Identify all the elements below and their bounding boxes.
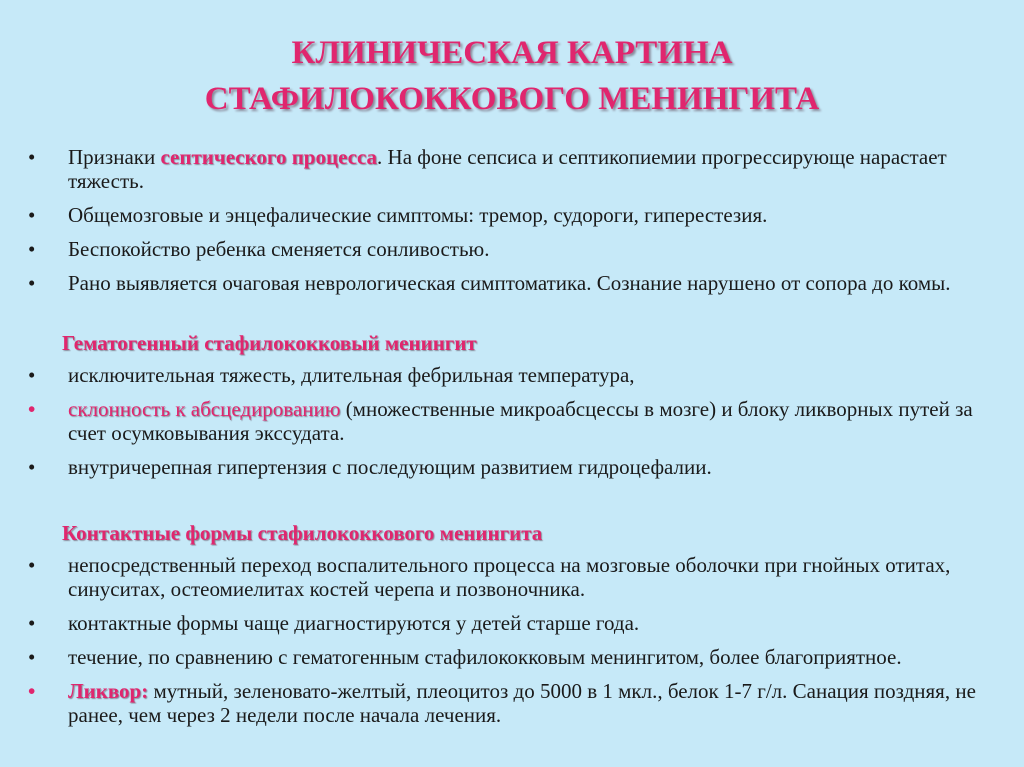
highlight-csf-label: Ликвор: <box>68 679 149 703</box>
list-item <box>28 611 988 635</box>
item-text: Беспокойство ребенка сменяется сонливостью. <box>68 237 490 261</box>
item-text: Общемозговые и энцефалические симптомы: тремор, судороги, гиперестезия. <box>68 203 768 227</box>
bullet-icon: • <box>28 271 36 295</box>
slide-content <box>28 145 988 737</box>
item-text: контактные формы чаще диагностируются у детей старше года. <box>68 611 640 635</box>
slide-title <box>0 30 1024 122</box>
list-item <box>28 645 988 669</box>
bullet-icon: • <box>28 455 36 479</box>
list-item <box>28 397 988 445</box>
list-item <box>28 237 988 261</box>
item-text-rest: . На фоне сепсиса и септикопиемии прогрессирующе нарастает тяжесть. <box>68 145 947 193</box>
contact-forms-heading: Контактные формы стафилококкового менингита <box>62 521 543 545</box>
item-text: внутричерепная гипертензия с последующим развитием гидроцефалии. <box>68 455 712 479</box>
bullet-icon: • <box>28 679 36 703</box>
slide-title-line-1: КЛИНИЧЕСКАЯ КАРТИНА <box>291 35 733 71</box>
list-item <box>28 145 988 193</box>
bullet-icon: • <box>28 553 36 577</box>
bullet-icon: • <box>28 645 36 669</box>
general-signs-list <box>28 145 988 295</box>
list-item <box>28 203 988 227</box>
item-text-rest: (множественные микроабсцессы в мозге) и блоку ликворных путей за счет осумковывания экссудата. <box>68 397 973 445</box>
bullet-icon: • <box>28 611 36 635</box>
list-item <box>28 679 988 727</box>
item-text: непосредственный переход воспалительного процесса на мозговые оболочки при гнойных отитах, синуситах, остеомиелитах костей черепа и позвоночника. <box>68 553 951 601</box>
list-item <box>28 363 988 387</box>
list-item <box>28 455 988 479</box>
slide-title-line-2: СТАФИЛОКОККОВОГО МЕНИНГИТА <box>204 81 820 117</box>
item-text: течение, по сравнению с гематогенным стафилококковым менингитом, более благоприятное. <box>68 645 902 669</box>
bullet-icon: • <box>28 363 36 387</box>
bullet-icon: • <box>28 397 36 421</box>
item-text: исключительная тяжесть, длительная фебрильная температура, <box>68 363 635 387</box>
bullet-icon: • <box>28 145 36 169</box>
contact-forms-list <box>28 553 988 727</box>
highlight-abscess-tendency: склонность к абсцедированию <box>68 397 341 421</box>
hematogenous-list <box>28 363 988 479</box>
item-text-rest: мутный, зеленовато-желтый, плеоцитоз до 5000 в 1 мкл., белок 1-7 г/л. Санация поздняя, не ранее, чем через 2 недели после начала лечения. <box>68 679 976 727</box>
highlight-septic-process: септического процесса <box>160 145 378 169</box>
list-item <box>28 271 988 295</box>
item-text: Рано выявляется очаговая неврологическая симптоматика. Сознание нарушено от сопора до комы. <box>68 271 951 295</box>
bullet-icon: • <box>28 237 36 261</box>
list-item <box>28 553 988 601</box>
item-text-prefix: Признаки <box>68 145 161 169</box>
hematogenous-heading: Гематогенный стафилококковый менингит <box>62 331 477 355</box>
bullet-icon: • <box>28 203 36 227</box>
